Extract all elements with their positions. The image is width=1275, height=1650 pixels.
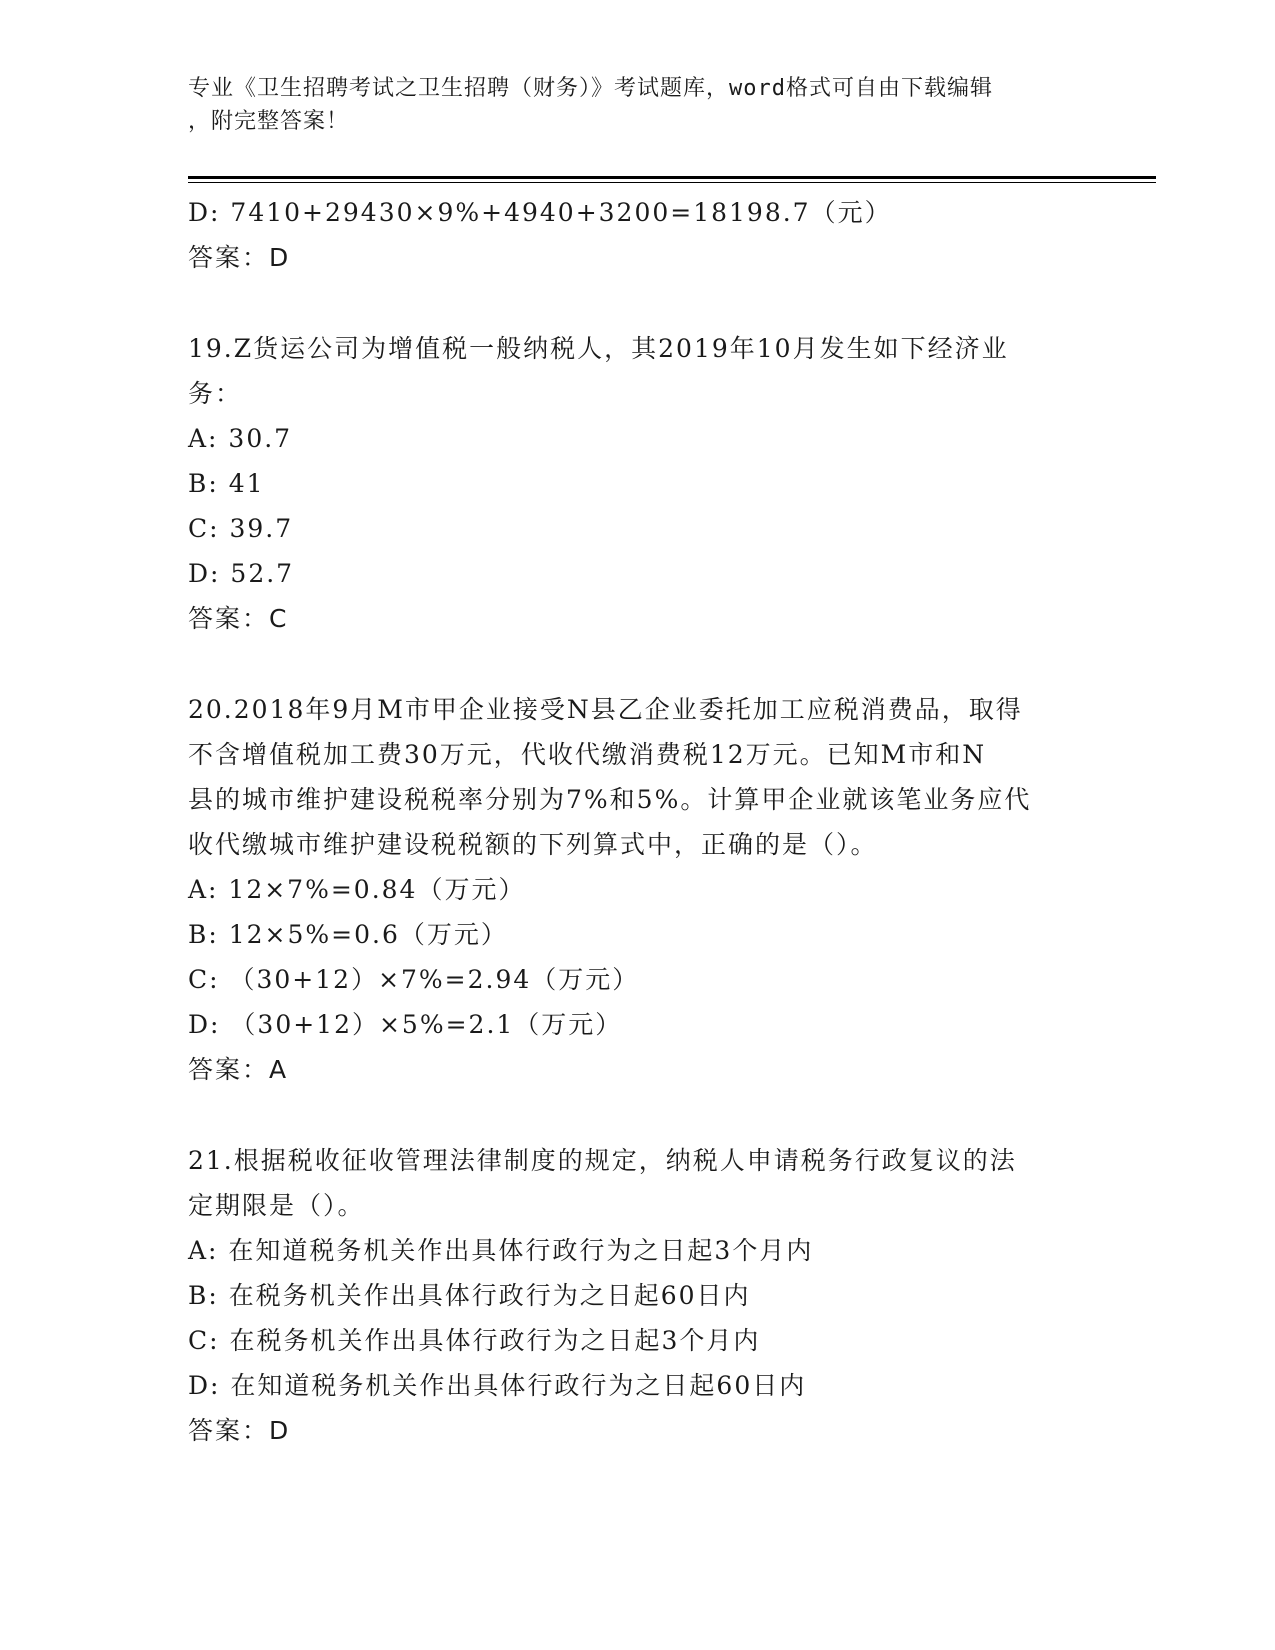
option-d: D: 7410+29430×9%+4940+3200=18198.7（元）	[188, 198, 892, 227]
previous-question-tail	[188, 190, 1088, 280]
option-d: D: （30+12）×5%=2.1（万元）	[188, 1010, 623, 1039]
spacer	[188, 1092, 1088, 1138]
option-b: B: 41	[188, 469, 265, 498]
option-a: A: 12×7%=0.84（万元）	[188, 875, 526, 904]
header-line-1: 专业《卫生招聘考试之卫生招聘（财务）》考试题库，word格式可自由下载编辑	[188, 76, 993, 101]
question-stem-line: 20.2018年9月M市甲企业接受N县乙企业委托加工应税消费品，取得	[188, 695, 1023, 724]
option-a: A: 30.7	[188, 424, 293, 453]
question-stem-line: 21.根据税收征收管理法律制度的规定，纳税人申请税务行政复议的法	[188, 1146, 1017, 1175]
question-stem-line: 收代缴城市维护建设税税额的下列算式中，正确的是（）。	[188, 830, 878, 859]
answer-line: 答案：C	[188, 604, 289, 633]
question-stem-line: 务：	[188, 379, 243, 408]
question-19	[188, 326, 1088, 641]
option-b: B: 在税务机关作出具体行政行为之日起60日内	[188, 1281, 751, 1310]
question-21	[188, 1138, 1088, 1453]
question-stem-line: 不含增值税加工费30万元，代收代缴消费税12万元。已知M市和N	[188, 740, 987, 769]
option-c: C: 39.7	[188, 514, 294, 543]
spacer	[188, 641, 1088, 687]
answer-line: 答案：D	[188, 1416, 291, 1445]
question-20	[188, 687, 1088, 1092]
page-header	[188, 72, 1068, 138]
answer-line: 答案：D	[188, 243, 291, 272]
option-c: C: 在税务机关作出具体行政行为之日起3个月内	[188, 1326, 761, 1355]
answer-line: 答案：A	[188, 1055, 289, 1084]
question-stem-line: 县的城市维护建设税税率分别为7%和5%。计算甲企业就该笔业务应代	[188, 785, 1032, 814]
question-stem-line: 19.Z货运公司为增值税一般纳税人，其2019年10月发生如下经济业	[188, 334, 1009, 363]
option-c: C: （30+12）×7%=2.94（万元）	[188, 965, 640, 994]
question-content	[188, 190, 1088, 1453]
option-d: D: 52.7	[188, 559, 295, 588]
header-divider-thick	[188, 176, 1156, 179]
option-a: A: 在知道税务机关作出具体行政行为之日起3个月内	[188, 1236, 814, 1265]
option-b: B: 12×5%=0.6（万元）	[188, 920, 508, 949]
option-d: D: 在知道税务机关作出具体行政行为之日起60日内	[188, 1371, 807, 1400]
header-divider-thin	[188, 182, 1156, 183]
header-line-2: ，附完整答案！	[188, 109, 350, 134]
question-stem-line: 定期限是（）。	[188, 1191, 365, 1220]
spacer	[188, 280, 1088, 326]
